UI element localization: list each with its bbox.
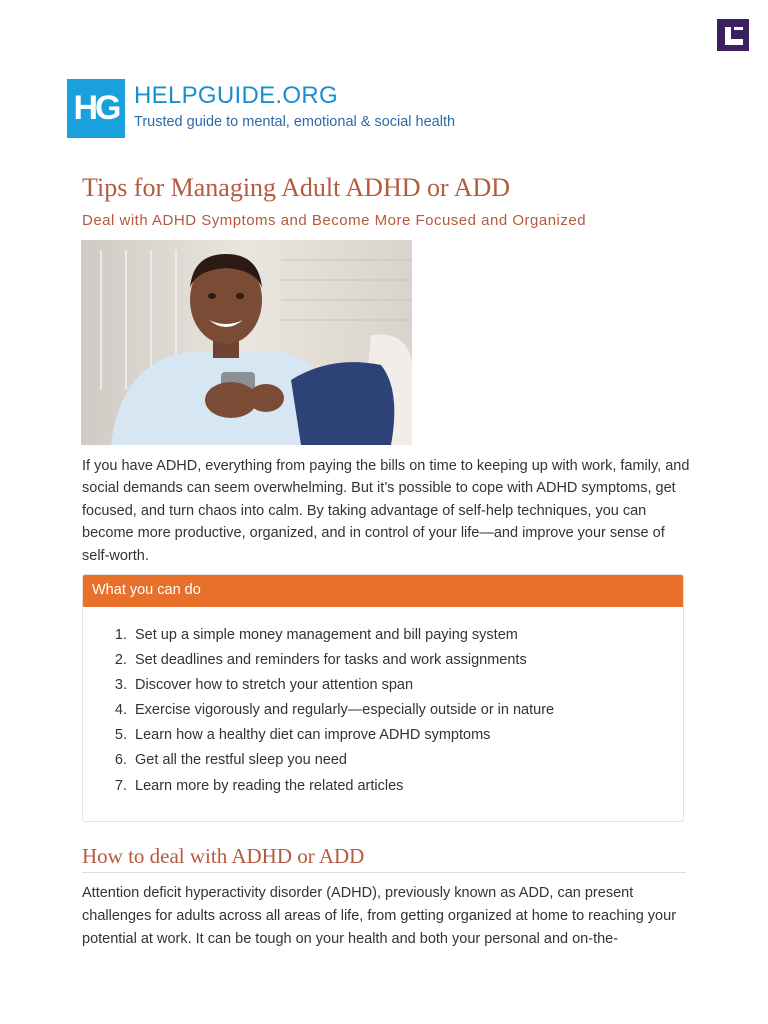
list-number: 2. <box>114 652 127 669</box>
section-body-paragraph: Attention deficit hyperactivity disorder (ADHD), previously known as ADD, can present challenges for adults across all areas of life, from getting organized at home to reaching your potential at work. It can be tough on your health and both your personal and on-the- <box>82 885 677 947</box>
list-number: 4. <box>114 702 127 719</box>
list-item-text[interactable]: Learn how a healthy diet can improve ADHD symptoms <box>135 727 491 744</box>
section-heading: How to deal with ADHD or ADD <box>82 844 686 873</box>
list-item-text[interactable]: Set up a simple money management and bill paying system <box>135 627 518 643</box>
bookmark-corner-icon[interactable] <box>717 19 749 51</box>
list-item-text[interactable]: Learn more by reading the related articles <box>135 777 404 794</box>
list-number: 6. <box>114 752 127 769</box>
what-you-can-do-panel <box>82 574 684 822</box>
list-number: 5. <box>114 727 127 744</box>
panel-heading: What you can do <box>83 575 683 607</box>
article-subtitle: Deal with ADHD Symptoms and Become More Focused and Organized <box>82 212 587 229</box>
list-item-text[interactable]: Set deadlines and reminders for tasks and work assignments <box>135 652 527 669</box>
site-name[interactable]: HELPGUIDE.ORG <box>134 82 338 109</box>
list-item-text[interactable]: Get all the restful sleep you need <box>135 752 347 769</box>
list-number: 1. <box>114 627 127 643</box>
list-number: 3. <box>114 677 127 694</box>
list-item-text[interactable]: Discover how to stretch your attention span <box>135 677 414 694</box>
list-number: 7. <box>114 777 127 794</box>
intro-paragraph: If you have ADHD, everything from paying the bills on time to keeping up with work, family, and social demands can seem overwhelming. But it’s possible to cope with ADHD symptoms, get focused, and turn chaos into calm. By taking advantage of self-help techniques, you can become more productive, organized, and in control of your life—and improve your sense of self-worth. <box>82 458 690 564</box>
man-with-phone-image <box>81 240 412 445</box>
article-photo <box>81 240 412 445</box>
list-item-text[interactable]: Exercise vigorously and regularly—especially outside or in nature <box>135 702 555 719</box>
helpguide-logo[interactable]: HG <box>67 79 125 138</box>
article-title: Tips for Managing Adult ADHD or ADD <box>82 173 511 202</box>
site-tagline: Trusted guide to mental, emotional & social health <box>134 114 456 130</box>
